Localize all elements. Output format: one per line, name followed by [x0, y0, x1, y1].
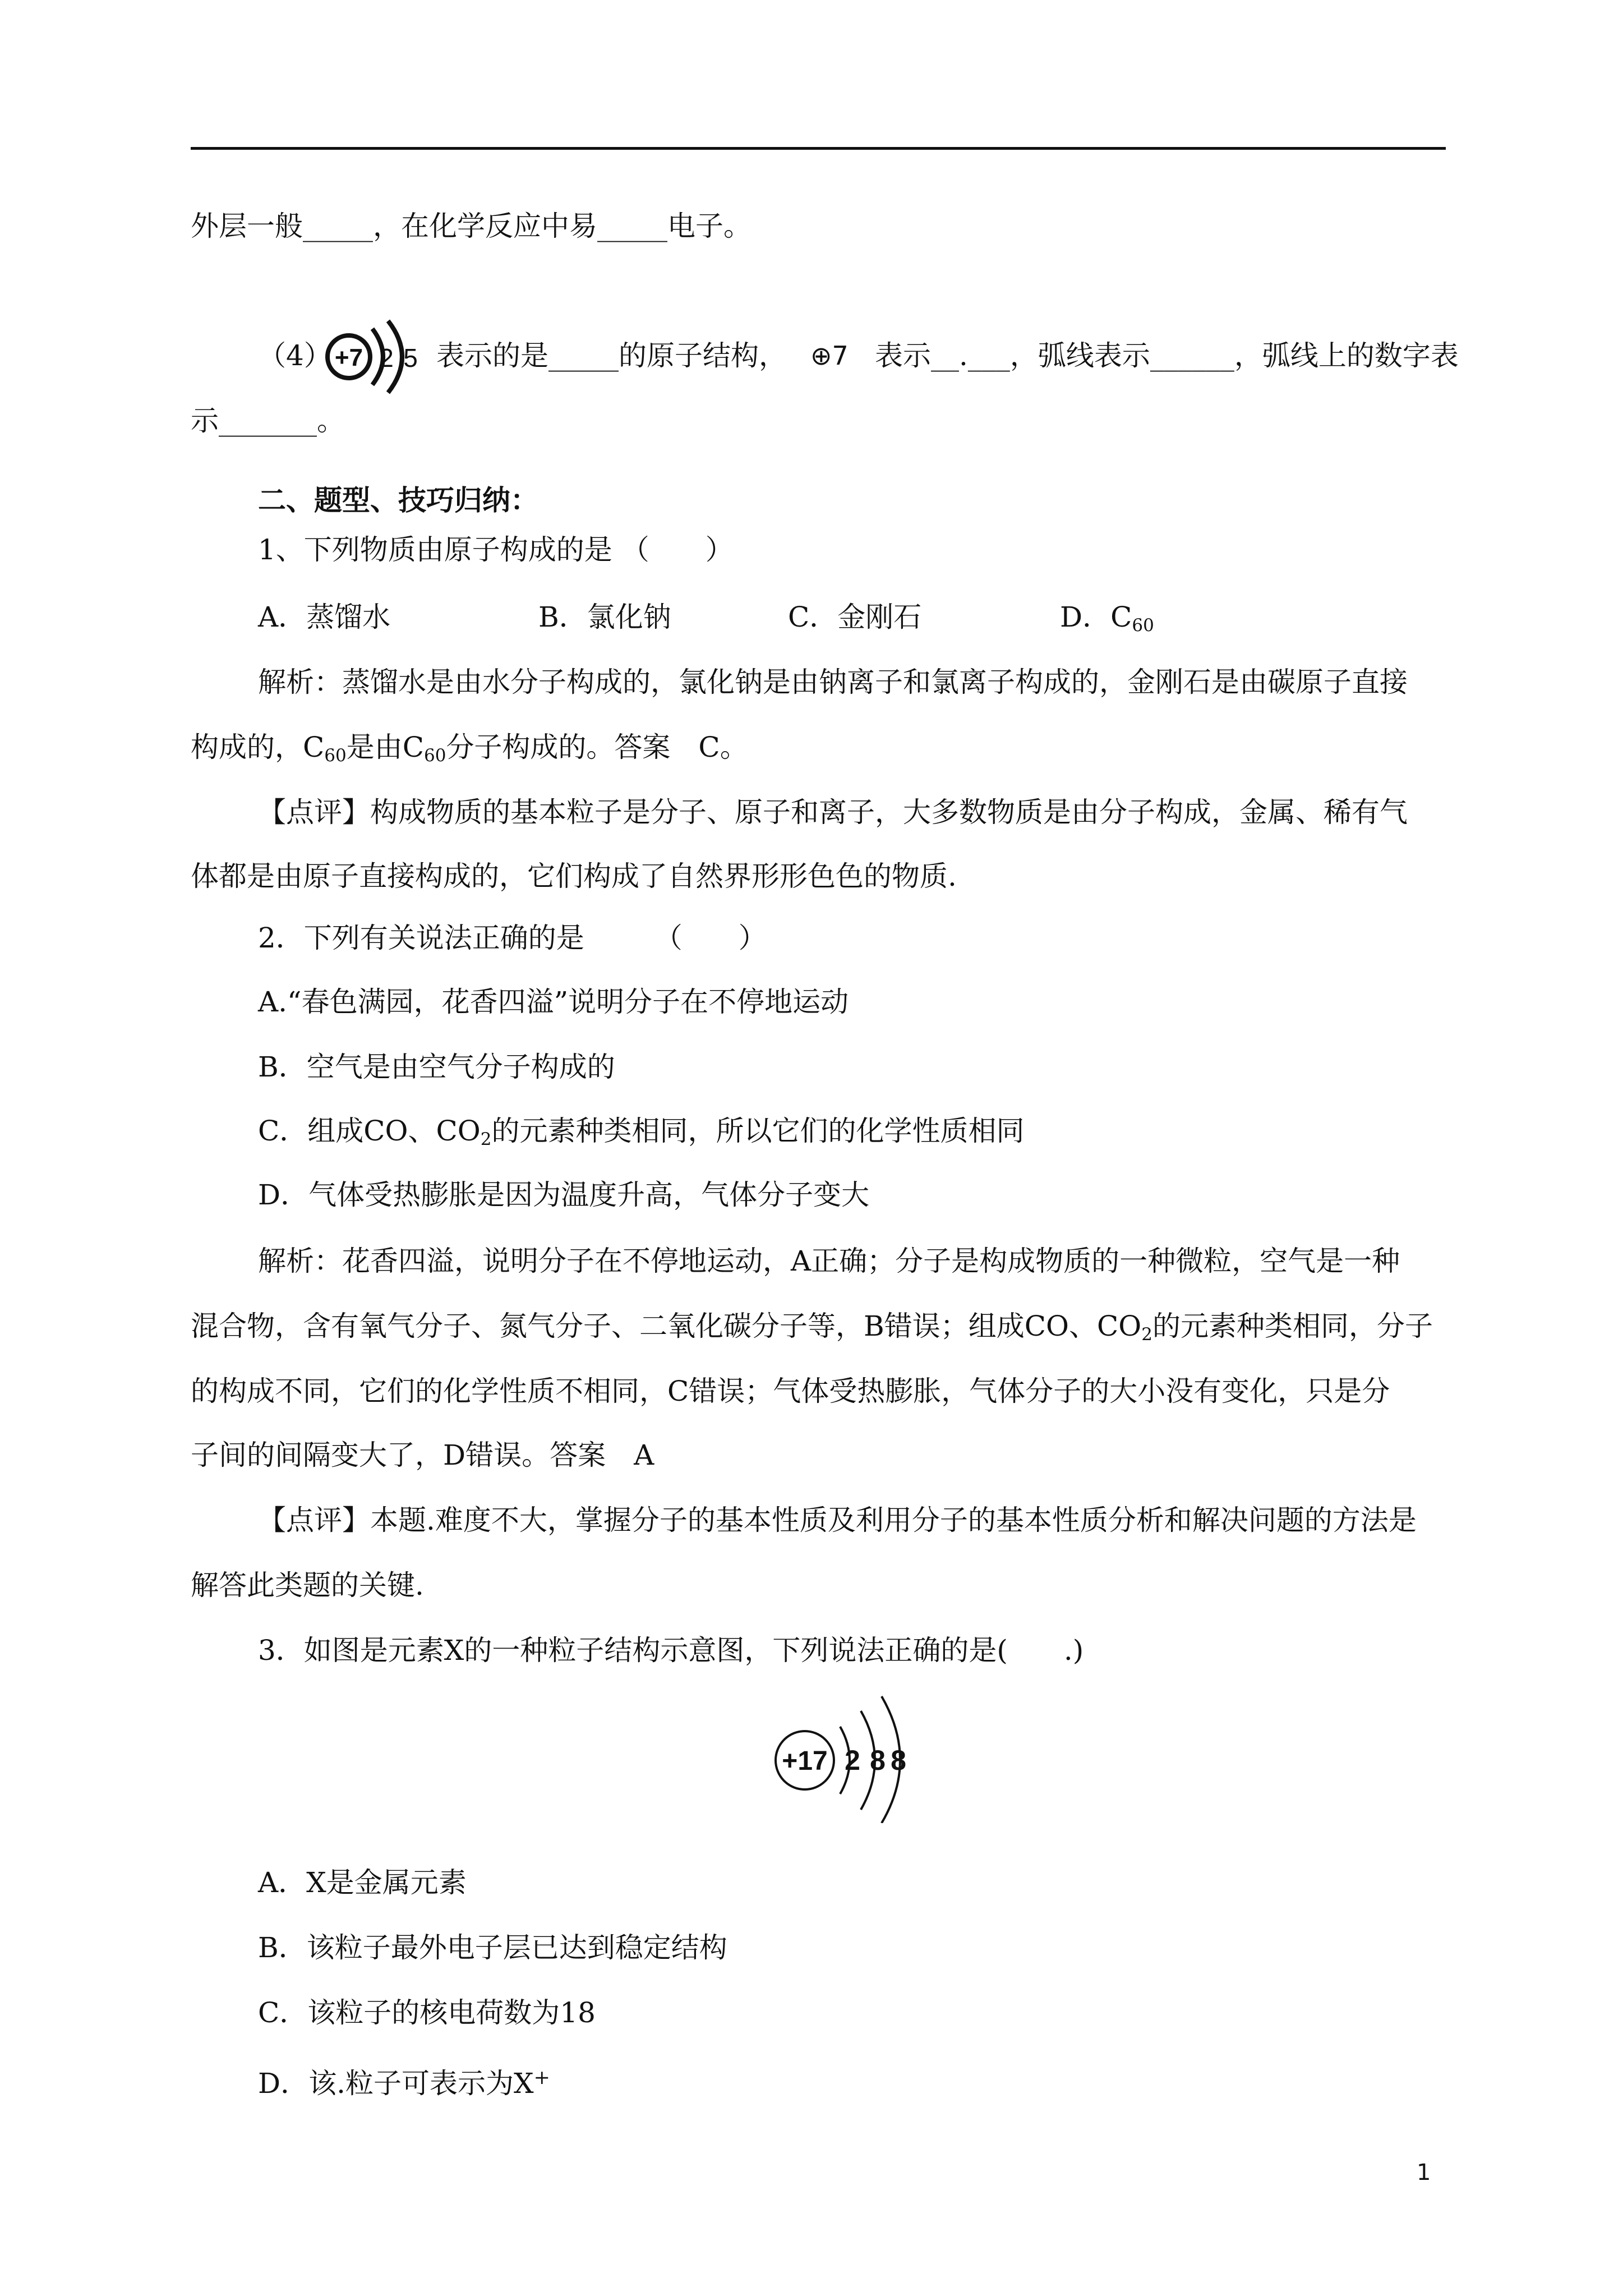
q3-option-d: D．该.粒子可表示为X+	[258, 2067, 550, 2100]
q1-option-b: B．氯化钠	[538, 601, 671, 633]
header-rule	[191, 147, 1446, 150]
q2-option-c: C．组成CO、$CO_2$的元素种类相同，所以它们的化学性质相同	[258, 1115, 1025, 1149]
q2-option-b: B．空气是由空气分子构成的	[258, 1051, 615, 1083]
nucleus-symbol: ⊕7	[810, 341, 849, 371]
particle-shell-2: 8	[870, 1745, 886, 1776]
comment-2-line-1: 【点评】本题.难度不大，掌握分子的基本性质及利用分子的基本性质分析和解决问题的方法是	[258, 1504, 1417, 1536]
question-2: 2．下列有关说法正确的是 （ ）	[258, 922, 767, 954]
item-4-text-cont: 表示__.___，弧线表示______，弧线上的数字表	[875, 339, 1459, 372]
q2-option-d: D．气体受热膨胀是因为温度升高，气体分子变大	[258, 1179, 870, 1211]
small-atom-shell-2: 5	[403, 343, 418, 372]
answer-2-line-2: 混合物，含有氧气分子、氮气分子、二氧化碳分子等，B错误；组成CO、$CO_2$的元素种类相同，分子	[191, 1310, 1433, 1345]
comment-1-line-1: 【点评】构成物质的基本粒子是分子、原子和离子，大多数物质是由分子构成，金属、稀有气	[258, 796, 1408, 829]
atom-structure-small-diagram	[321, 312, 433, 399]
q1-option-c: C．金刚石	[788, 601, 922, 633]
q1-option-d: D．$C_{60}$	[1060, 601, 1154, 636]
particle-structure-diagram	[768, 1688, 937, 1823]
q3-option-c: C．该粒子的核电荷数为18	[258, 1996, 596, 2029]
answer-2-line-3: 的构成不同，它们的化学性质不相同，C错误；气体受热膨胀，气体分子的大小没有变化，只是分	[191, 1375, 1390, 1407]
answer-1-line-1: 解析：蒸馏水是由水分子构成的，氯化钠是由钠离子和氯离子构成的，金刚石是由碳原子直接	[258, 666, 1408, 698]
particle-shell-1: 2	[845, 1745, 860, 1776]
answer-2-line-4: 子间的间隔变大了，D错误。答案 A	[191, 1439, 654, 1471]
item-4-label: （4）	[258, 339, 332, 372]
q3-option-a: A．X是金属元素	[258, 1866, 467, 1899]
question-3: 3．如图是元素X的一种粒子结构示意图，下列说法正确的是( .)	[258, 1634, 1084, 1667]
comment-2-line-2: 解答此类题的关键.	[191, 1569, 424, 1602]
item-4-text: 表示的是_____的原子结构，	[436, 339, 787, 372]
small-atom-nucleus: +7	[334, 344, 363, 371]
question-1: 1、下列物质由原子构成的是 （ ）	[258, 533, 734, 566]
small-atom-shell-1: 2	[379, 343, 394, 372]
q2-option-a: A.“春色满园，花香四溢”说明分子在不停地运动	[258, 986, 849, 1018]
q1-option-a: A．蒸馏水	[258, 601, 391, 633]
q3-option-b: B．该粒子最外电子层已达到稳定结构	[258, 1931, 727, 1964]
particle-shell-3: 8	[891, 1745, 906, 1776]
particle-nucleus: +17	[782, 1746, 828, 1776]
answer-2-line-1: 解析：花香四溢，说明分子在不停地运动，A正确；分子是构成物质的一种微粒，空气是一种	[258, 1245, 1400, 1277]
item-4-text-end: 示_______。	[191, 404, 345, 437]
answer-1-line-2: 构成的，$C_{60}$是由$C_{60}$分子构成的。答案 C。	[191, 731, 748, 766]
section-heading: 二、题型、技巧归纳：	[258, 484, 538, 517]
page-number: 1	[1417, 2160, 1431, 2185]
line-outer-layer: 外层一般_____，在化学反应中易_____电子。	[191, 210, 751, 242]
comment-1-line-2: 体都是由原子直接构成的，它们构成了自然界形形色色的物质.	[191, 860, 957, 892]
